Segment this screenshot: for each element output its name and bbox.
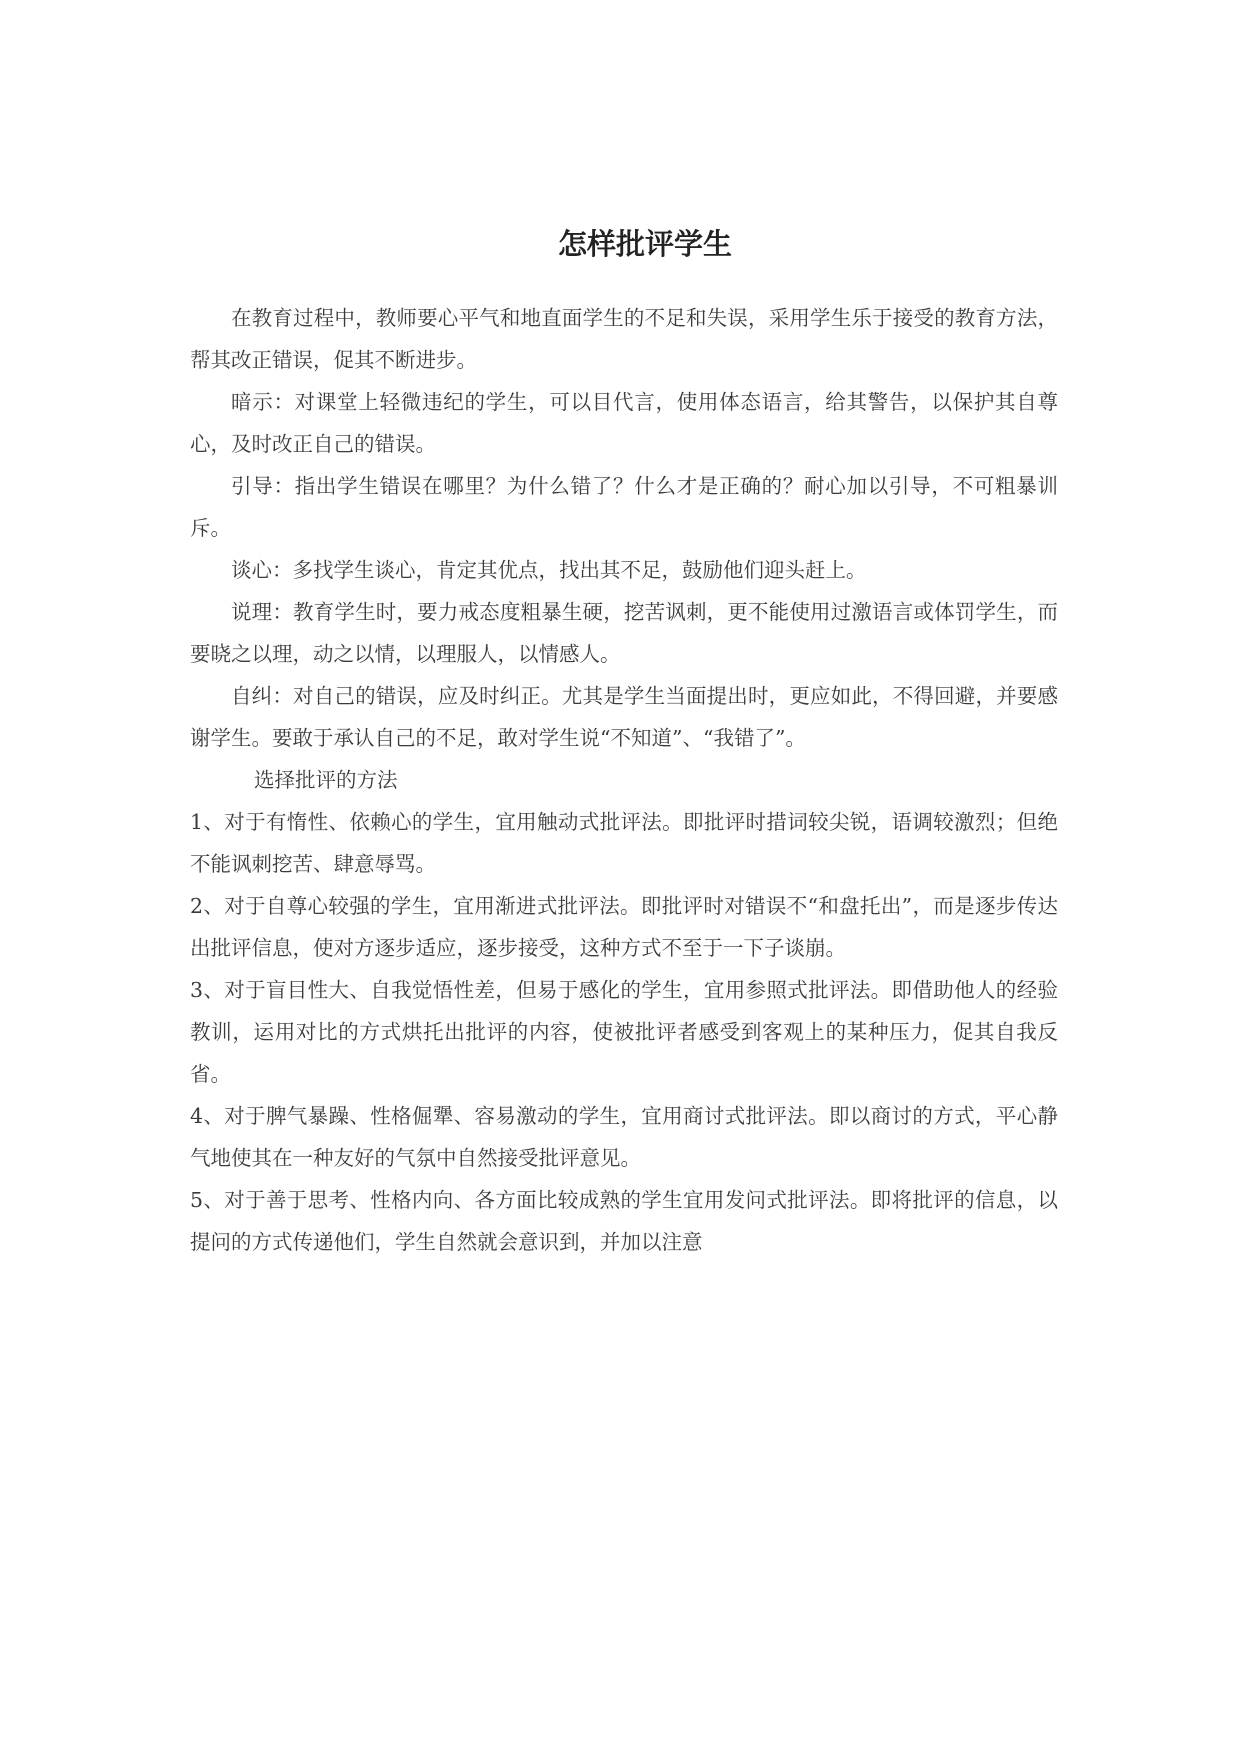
paragraph-self-correct: 自纠：对自己的错误，应及时纠正。尤其是学生当面提出时，更应如此，不得回避，并要感谢学生。要敢于承认自己的不足，敢对学生说“不知道”、“我错了”。 bbox=[190, 684, 1058, 750]
list-item-2: 2、对于自尊心较强的学生，宜用渐进式批评法。即批评时对错误不“和盘托出”，而是逐步传达出批评信息，使对方逐步适应，逐步接受，这种方式不至于一下子谈崩。 bbox=[190, 894, 1058, 960]
list-item-3: 3、对于盲目性大、自我觉悟性差，但易于感化的学生，宜用参照式批评法。即借助他人的经验教训，运用对比的方式烘托出批评的内容，使被批评者感受到客观上的某种压力，促其自我反省。 bbox=[190, 978, 1058, 1086]
paragraph-intro: 在教育过程中，教师要心平气和地直面学生的不足和失误，采用学生乐于接受的教育方法，帮其改正错误，促其不断进步。 bbox=[190, 306, 1058, 372]
list-item-4: 4、对于脾气暴躁、性格倔犟、容易激动的学生，宜用商讨式批评法。即以商讨的方式，平心静气地使其在一种友好的气氛中自然接受批评意见。 bbox=[190, 1104, 1058, 1170]
list-item-5: 5、对于善于思考、性格内向、各方面比较成熟的学生宜用发问式批评法。即将批评的信息，以提问的方式传递他们，学生自然就会意识到，并加以注意 bbox=[190, 1188, 1058, 1254]
paragraph-guide: 引导：指出学生错误在哪里？为什么错了？什么才是正确的？耐心加以引导，不可粗暴训斥。 bbox=[190, 474, 1058, 540]
page-title: 怎样批评学生 bbox=[557, 227, 732, 262]
list-item-1: 1、对于有惰性、依赖心的学生，宜用触动式批评法。即批评时措词较尖锐，语调较激烈；但绝不能讽刺挖苦、肆意辱骂。 bbox=[190, 810, 1058, 876]
section-heading: 选择批评的方法 bbox=[254, 768, 398, 792]
paragraph-hint: 暗示：对课堂上轻微违纪的学生，可以目代言，使用体态语言，给其警告，以保护其自尊心，及时改正自己的错误。 bbox=[190, 390, 1058, 456]
paragraph-talk: 谈心：多找学生谈心，肯定其优点，找出其不足，鼓励他们迎头赶上。 bbox=[231, 558, 867, 582]
paragraph-reason: 说理：教育学生时，要力戒态度粗暴生硬，挖苦讽刺，更不能使用过激语言或体罚学生，而要晓之以理，动之以情，以理服人，以情感人。 bbox=[190, 600, 1058, 666]
document-body bbox=[190, 297, 1058, 1263]
